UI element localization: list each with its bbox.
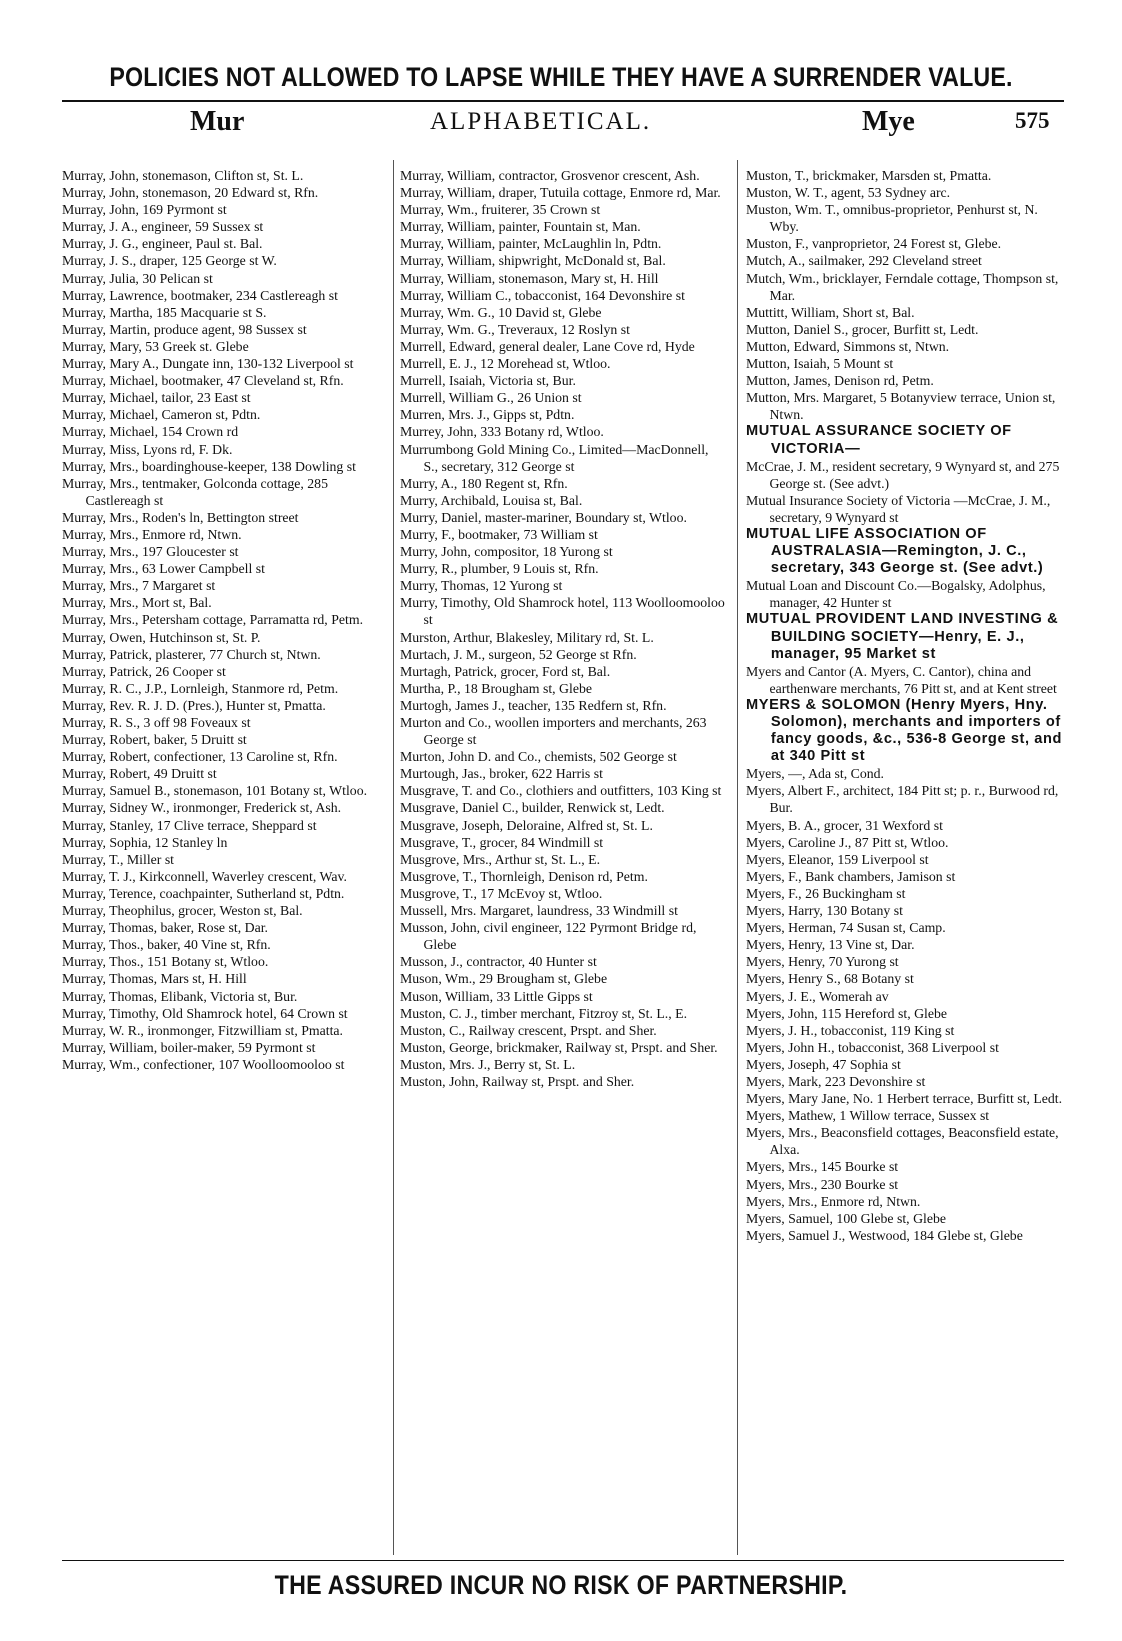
directory-entry: Murray, Robert, confectioner, 13 Caroline st, Rfn. (62, 749, 338, 765)
column-divider (737, 160, 738, 1555)
directory-entry: Muston, C. J., timber merchant, Fitzroy st, St. L., E. (400, 1005, 688, 1021)
column-divider (393, 160, 394, 1555)
directory-entry: Mutch, A., sailmaker, 292 Cleveland street (746, 253, 982, 269)
directory-entry: Murray, Mrs., 7 Margaret st (62, 578, 216, 594)
directory-entry: Murray, Robert, 49 Druitt st (62, 766, 217, 782)
directory-entry: Myers and Cantor (A. Myers, C. Cantor), china and earthenware merchants, 76 Pitt st, and at Kent street (746, 663, 1057, 696)
directory-entry: Myers, Harry, 130 Botany st (746, 903, 903, 919)
bottom-advertisement-banner: THE ASSURED INCUR NO RISK OF PARTNERSHIP. (274, 1570, 848, 1600)
directory-entry: Murry, John, compositor, 18 Yurong st (400, 544, 613, 560)
directory-entry: Muson, Wm., 29 Brougham st, Glebe (400, 971, 608, 987)
directory-entry: Murray, John, 169 Pyrmont st (62, 202, 227, 218)
directory-entry: MUTUAL ASSURANCE SOCIETY OF VICTORIA— (746, 423, 1012, 457)
header-left-catchword: Mur (190, 106, 245, 137)
directory-column-1 (62, 167, 386, 1073)
directory-entry: Myers, Albert F., architect, 184 Pitt st; p. r., Burwood rd, Bur. (746, 783, 1059, 816)
directory-entry: McCrae, J. M., resident secretary, 9 Wynyard st, and 275 George st. (See advt.) (746, 458, 1060, 491)
directory-entry: Murray, Mary A., Dungate inn, 130-132 Liverpool st (62, 356, 354, 372)
directory-entry: Myers, Samuel J., Westwood, 184 Glebe st, Glebe (746, 1227, 1023, 1243)
directory-entry: Murray, Mrs., 63 Lower Campbell st (62, 561, 265, 577)
directory-entry: Murray, Mrs., Enmore rd, Ntwn. (62, 526, 242, 542)
directory-entry: Murrumbong Gold Mining Co., Limited—MacDonnell, S., secretary, 312 George st (400, 441, 709, 474)
directory-entry: Myers, Henry S., 68 Botany st (746, 971, 914, 987)
directory-entry: Murston, Arthur, Blakesley, Military rd, St. L. (400, 629, 654, 645)
directory-entry: Muttitt, William, Short st, Bal. (746, 304, 915, 320)
page-number: 575 (1015, 108, 1050, 133)
directory-entry: Myers, F., Bank chambers, Jamison st (746, 868, 956, 884)
directory-entry: Myers, —, Ada st, Cond. (746, 766, 884, 782)
directory-entry: Murray, Michael, Cameron st, Pdtn. (62, 407, 261, 423)
directory-entry: Murray, Terence, coachpainter, Sutherland st, Pdtn. (62, 885, 345, 901)
header-right-catchword: Mye (862, 106, 915, 137)
directory-entry: Muston, F., vanproprietor, 24 Forest st, Glebe. (746, 236, 1002, 252)
directory-entry: Murray, Wm., fruiterer, 35 Crown st (400, 202, 601, 218)
directory-entry: Myers, Mary Jane, No. 1 Herbert terrace, Burfitt st, Ledt. (746, 1091, 1063, 1107)
directory-entry: Murray, Thos., baker, 40 Vine st, Rfn. (62, 937, 271, 953)
directory-entry: Murray, William, painter, McLaughlin ln, Pdtn. (400, 236, 662, 252)
directory-entry: Murray, Wm. G., 10 David st, Glebe (400, 304, 602, 320)
directory-entry: Musgrave, T., grocer, 84 Windmill st (400, 834, 604, 850)
directory-entry: Murray, J. S., draper, 125 George st W. (62, 253, 277, 269)
directory-entry: Murray, William, shipwright, McDonald st, Bal. (400, 253, 666, 269)
directory-entry: Musgrave, T. and Co., clothiers and outfitters, 103 King st (400, 783, 722, 799)
directory-entry: Murry, A., 180 Regent st, Rfn. (400, 475, 568, 491)
directory-entry: Murray, Wm., confectioner, 107 Woolloomooloo st (62, 1056, 345, 1072)
directory-entry: Musgrove, T., Thornleigh, Denison rd, Petm. (400, 868, 648, 884)
directory-entry: Murry, Thomas, 12 Yurong st (400, 578, 563, 594)
directory-entry: Murren, Mrs. J., Gipps st, Pdtn. (400, 407, 575, 423)
directory-entry: Murray, Lawrence, bootmaker, 234 Castlereagh st (62, 287, 338, 303)
directory-entry: Murray, William C., tobacconist, 164 Devonshire st (400, 287, 685, 303)
directory-entry: Murray, Mrs., tentmaker, Golconda cottage, 285 Castlereagh st (62, 475, 328, 508)
directory-entry: Musgrove, T., 17 McEvoy st, Wtloo. (400, 885, 603, 901)
directory-entry: Myers, Henry, 70 Yurong st (746, 954, 899, 970)
directory-entry: Murray, Rev. R. J. D. (Pres.), Hunter st, Pmatta. (62, 697, 326, 713)
directory-column-2 (400, 167, 726, 1090)
directory-entry: Mutton, Edward, Simmons st, Ntwn. (746, 338, 950, 354)
directory-entry: Murray, William, painter, Fountain st, Man. (400, 219, 641, 235)
directory-entry: Myers, Mathew, 1 Willow terrace, Sussex st (746, 1108, 990, 1124)
directory-entry: Myers, Caroline J., 87 Pitt st, Wtloo. (746, 834, 949, 850)
directory-entry: Murray, Wm. G., Treveraux, 12 Roslyn st (400, 321, 630, 337)
directory-entry: Myers, F., 26 Buckingham st (746, 885, 906, 901)
directory-entry: Myers, John H., tobacconist, 368 Liverpool st (746, 1039, 999, 1055)
directory-entry: Murry, F., bootmaker, 73 William st (400, 526, 598, 542)
directory-entry: Murray, J. A., engineer, 59 Sussex st (62, 219, 264, 235)
directory-entry: Muson, William, 33 Little Gipps st (400, 988, 593, 1004)
directory-entry: Murray, Martha, 185 Macquarie st S. (62, 304, 267, 320)
directory-entry: Myers, John, 115 Hereford st, Glebe (746, 1005, 948, 1021)
directory-entry: Muston, W. T., agent, 53 Sydney arc. (746, 185, 951, 201)
directory-entry: Murray, William, boiler-maker, 59 Pyrmont st (62, 1039, 316, 1055)
directory-entry: Murtough, Jas., broker, 622 Harris st (400, 766, 603, 782)
directory-entry: Myers, Joseph, 47 Sophia st (746, 1056, 901, 1072)
directory-entry: Musgrave, Daniel C., builder, Renwick st, Ledt. (400, 800, 665, 816)
directory-entry: Murray, Julia, 30 Pelican st (62, 270, 213, 286)
directory-entry: Mutton, Daniel S., grocer, Burfitt st, Ledt. (746, 321, 979, 337)
directory-entry: Murray, W. R., ironmonger, Fitzwilliam st, Pmatta. (62, 1022, 343, 1038)
directory-entry: Murray, J. G., engineer, Paul st. Bal. (62, 236, 263, 252)
directory-entry: Murry, R., plumber, 9 Louis st, Rfn. (400, 561, 599, 577)
directory-entry: Mutton, Mrs. Margaret, 5 Botanyview terrace, Union st, Ntwn. (746, 390, 1056, 423)
directory-entry: Murrell, William G., 26 Union st (400, 390, 582, 406)
top-advertisement-banner: POLICIES NOT ALLOWED TO LAPSE WHILE THEY HAVE A SURRENDER VALUE. (109, 62, 1013, 92)
directory-entry: Murray, T., Miller st (62, 851, 175, 867)
directory-entry: Mutch, Wm., bricklayer, Ferndale cottage, Thompson st, Mar. (746, 270, 1059, 303)
directory-entry: Murray, Stanley, 17 Clive terrace, Sheppard st (62, 817, 317, 833)
directory-entry: Mutual Loan and Discount Co.—Bogalsky, Adolphus, manager, 42 Hunter st (746, 578, 1046, 611)
directory-entry: Murray, Thomas, baker, Rose st, Dar. (62, 920, 268, 936)
directory-entry: Murray, Sophia, 12 Stanley ln (62, 834, 228, 850)
directory-entry: Murrell, E. J., 12 Morehead st, Wtloo. (400, 356, 611, 372)
directory-entry: Murry, Timothy, Old Shamrock hotel, 113 Woolloomooloo st (400, 595, 725, 628)
directory-entry: Murray, Mrs., Petersham cottage, Parramatta rd, Petm. (62, 612, 364, 628)
directory-entry: Muston, Mrs. J., Berry st, St. L. (400, 1056, 576, 1072)
directory-entry: Murtha, P., 18 Brougham st, Glebe (400, 680, 592, 696)
top-rule (62, 100, 1064, 102)
directory-entry: Murray, John, stonemason, Clifton st, St. L. (62, 168, 304, 183)
directory-entry: Myers, Herman, 74 Susan st, Camp. (746, 920, 946, 936)
directory-entry: Myers, Mrs., Enmore rd, Ntwn. (746, 1193, 921, 1209)
directory-entry: MUTUAL PROVIDENT LAND INVESTING & BUILDING SOCIETY—Henry, E. J., manager, 95 Market st (746, 611, 1059, 662)
directory-entry: Murray, T. J., Kirkconnell, Waverley crescent, Wav. (62, 868, 347, 884)
directory-entry: Musson, J., contractor, 40 Hunter st (400, 954, 597, 970)
directory-entry: Muston, Wm. T., omnibus-proprietor, Penhurst st, N. Wby. (746, 202, 1038, 235)
directory-entry: Murray, Mrs., boardinghouse-keeper, 138 Dowling st (62, 458, 356, 474)
directory-entry: Myers, J. E., Womerah av (746, 988, 889, 1004)
directory-entry: MUTUAL LIFE ASSOCIATION OF AUSTRALASIA—Remington, J. C., secretary, 343 George st. (See advt.) (746, 525, 1044, 577)
directory-column-3 (746, 167, 1064, 1244)
directory-entry: Murray, Miss, Lyons rd, F. Dk. (62, 441, 233, 457)
directory-entry: Murray, Theophilus, grocer, Weston st, Bal. (62, 903, 303, 919)
directory-entry: Muston, George, brickmaker, Railway st, Prspt. and Sher. (400, 1039, 718, 1055)
directory-entry: Murray, William, contractor, Grosvenor crescent, Ash. (400, 168, 700, 183)
directory-entry: Musgrave, Joseph, Deloraine, Alfred st, St. L. (400, 817, 653, 833)
directory-entry: Myers, Mark, 223 Devonshire st (746, 1073, 926, 1089)
directory-entry: Muston, John, Railway st, Prspt. and Sher. (400, 1073, 635, 1089)
directory-entry: Murray, Patrick, 26 Cooper st (62, 663, 226, 679)
directory-entry: Murray, Patrick, plasterer, 77 Church st, Ntwn. (62, 646, 321, 662)
directory-entry: Murray, William, draper, Tutuila cottage, Enmore rd, Mar. (400, 185, 721, 201)
directory-entry: Muston, T., brickmaker, Marsden st, Pmatta. (746, 168, 992, 183)
directory-entry: Myers, Mrs., Beaconsfield cottages, Beaconsfield estate, Alxa. (746, 1125, 1059, 1158)
directory-entry: Murray, Robert, baker, 5 Druitt st (62, 732, 247, 748)
directory-entry: Murray, R. C., J.P., Lornleigh, Stanmore rd, Petm. (62, 680, 339, 696)
directory-entry: Murton, John D. and Co., chemists, 502 George st (400, 749, 677, 765)
directory-entry: Murrell, Edward, general dealer, Lane Cove rd, Hyde (400, 338, 695, 354)
directory-entry: Murray, R. S., 3 off 98 Foveaux st (62, 715, 251, 730)
directory-entry: Murray, Mrs., Mort st, Bal. (62, 595, 212, 611)
directory-entry: Murray, Michael, 154 Crown rd (62, 424, 239, 440)
directory-entry: Musson, John, civil engineer, 122 Pyrmont Bridge rd, Glebe (400, 920, 697, 953)
directory-entry: Murtach, J. M., surgeon, 52 George st Rfn. (400, 646, 637, 662)
directory-entry: Murray, Thomas, Mars st, H. Hill (62, 971, 247, 987)
directory-entry: Myers, Mrs., 230 Bourke st (746, 1176, 899, 1192)
directory-entry: Myers, Samuel, 100 Glebe st, Glebe (746, 1210, 947, 1226)
directory-entry: Muston, C., Railway crescent, Prspt. and Sher. (400, 1022, 657, 1038)
directory-entry: Myers, J. H., tobacconist, 119 King st (746, 1022, 955, 1038)
running-header (0, 104, 1122, 144)
directory-entry: Murry, Daniel, master-mariner, Boundary st, Wtloo. (400, 509, 687, 525)
directory-entry: Murray, Michael, tailor, 23 East st (62, 390, 251, 406)
directory-entry: Murray, Sidney W., ironmonger, Frederick st, Ash. (62, 800, 342, 816)
directory-entry: Myers, B. A., grocer, 31 Wexford st (746, 817, 943, 833)
directory-entry: Mussell, Mrs. Margaret, laundress, 33 Windmill st (400, 903, 678, 919)
directory-entry: Murtagh, Patrick, grocer, Ford st, Bal. (400, 663, 611, 679)
directory-entry: Murray, Michael, bootmaker, 47 Cleveland st, Rfn. (62, 373, 344, 389)
header-section-title: ALPHABETICAL. (430, 108, 652, 135)
directory-entry: Murray, Thomas, Elibank, Victoria st, Bur. (62, 988, 298, 1004)
directory-entry: Murray, Thos., 151 Botany st, Wtloo. (62, 954, 269, 970)
directory-entry: Murray, Timothy, Old Shamrock hotel, 64 Crown st (62, 1005, 348, 1021)
directory-entry: Myers, Eleanor, 159 Liverpool st (746, 851, 929, 867)
directory-entry: Murray, Samuel B., stonemason, 101 Botany st, Wtloo. (62, 783, 368, 799)
directory-entry: Mutual Insurance Society of Victoria —McCrae, J. M., secretary, 9 Wynyard st (746, 492, 1051, 525)
directory-entry: Murray, Martin, produce agent, 98 Sussex st (62, 321, 307, 337)
directory-entry: Myers, Henry, 13 Vine st, Dar. (746, 937, 915, 953)
directory-entry: Murray, Mary, 53 Greek st. Glebe (62, 338, 249, 354)
directory-entry: Myers, Mrs., 145 Bourke st (746, 1159, 899, 1175)
directory-entry: Murton and Co., woollen importers and merchants, 263 George st (400, 715, 707, 748)
directory-entry: Murrey, John, 333 Botany rd, Wtloo. (400, 424, 604, 440)
directory-entry: Murray, Mrs., 197 Gloucester st (62, 544, 239, 560)
directory-entry: Mutton, Isaiah, 5 Mount st (746, 356, 894, 372)
directory-entry: MYERS & SOLOMON (Henry Myers, Hny. Solomon), merchants and importers of fancy goods, &c., 536-8 George st, and at 340 Pitt st (746, 696, 1063, 765)
directory-entry: Murry, Archibald, Louisa st, Bal. (400, 492, 583, 508)
directory-entry: Murray, Mrs., Roden's ln, Bettington street (62, 509, 299, 525)
directory-entry: Murray, John, stonemason, 20 Edward st, Rfn. (62, 185, 319, 201)
directory-entry: Murray, Owen, Hutchinson st, St. P. (62, 629, 261, 645)
directory-entry: Murray, William, stonemason, Mary st, H. Hill (400, 270, 659, 286)
bottom-rule (62, 1560, 1064, 1561)
directory-entry: Mutton, James, Denison rd, Petm. (746, 373, 934, 389)
directory-entry: Musgrove, Mrs., Arthur st, St. L., E. (400, 851, 601, 867)
directory-entry: Murrell, Isaiah, Victoria st, Bur. (400, 373, 576, 389)
directory-entry: Murtogh, James J., teacher, 135 Redfern st, Rfn. (400, 697, 667, 713)
